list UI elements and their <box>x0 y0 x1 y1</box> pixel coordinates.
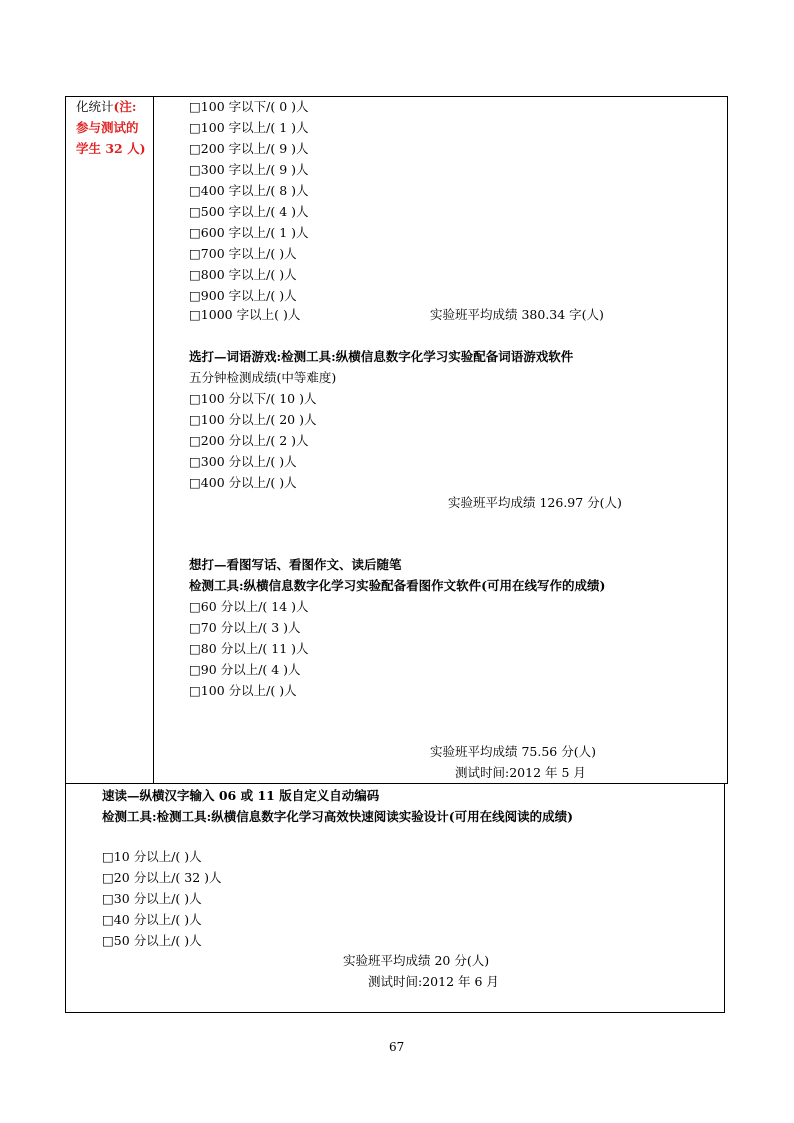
typing-average: 实验班平均成绩 380.34 字(人) <box>430 307 604 322</box>
typing-row: □400 字以上/( 8 )人 <box>189 183 309 198</box>
reading-tool: 检测工具:检测工具:纵横信息数字化学习高效快速阅读实验设计(可用在线阅读的成绩) <box>102 809 574 824</box>
table-right-border-lower <box>724 783 725 1013</box>
word-game-row: □400 分以上/( )人 <box>189 475 297 490</box>
word-game-rows <box>189 388 316 493</box>
table-bottom-border <box>65 1012 725 1013</box>
typing-row: □900 字以上/( )人 <box>189 288 297 303</box>
writing-row: □90 分以上/( 4 )人 <box>189 662 301 677</box>
reading-heading: 速读—纵横汉字输入 06 或 11 版自定义自动编码 <box>102 788 380 803</box>
table-top-border <box>65 96 728 97</box>
typing-section <box>189 96 309 306</box>
table-column-divider <box>153 96 154 783</box>
left-label <box>76 96 146 159</box>
left-label-line2: 参与测试的 <box>76 120 139 135</box>
writing-row: □70 分以上/( 3 )人 <box>189 620 301 635</box>
reading-test-time: 测试时间:2012 年 6 月 <box>368 974 499 989</box>
word-game-row: □300 分以上/( )人 <box>189 454 297 469</box>
typing-row: □500 字以上/( 4 )人 <box>189 204 309 219</box>
left-label-note-open: (注: <box>113 99 137 114</box>
typing-row: □200 字以上/( 9 )人 <box>189 141 309 156</box>
typing-row: □300 字以上/( 9 )人 <box>189 162 309 177</box>
typing-row: □100 字以下/( 0 )人 <box>189 99 309 114</box>
table-left-border <box>65 96 66 1013</box>
reading-row: □10 分以上/( )人 <box>102 849 202 864</box>
reading-row: □30 分以上/( )人 <box>102 891 202 906</box>
reading-rows <box>102 846 222 951</box>
typing-last-row: □1000 字以上( )人 <box>189 307 301 322</box>
writing-row: □80 分以上/( 11 )人 <box>189 641 309 656</box>
reading-row: □40 分以上/( )人 <box>102 912 202 927</box>
left-label-prefix: 化统计 <box>76 99 114 114</box>
writing-row: □100 分以上/( )人 <box>189 683 297 698</box>
typing-row: □700 字以上/( )人 <box>189 246 297 261</box>
word-game-row: □100 分以下/( 10 )人 <box>189 391 317 406</box>
table-row-divider <box>65 783 728 784</box>
writing-row: □60 分以上/( 14 )人 <box>189 599 309 614</box>
left-label-line3: 学生 32 人) <box>76 141 146 156</box>
word-game-heading: 选打—词语游戏:检测工具:纵横信息数字化学习实验配备词语游戏软件 <box>189 349 574 364</box>
writing-test-time: 测试时间:2012 年 5 月 <box>455 765 586 780</box>
writing-average: 实验班平均成绩 75.56 分(人) <box>430 744 596 759</box>
reading-row: □20 分以上/( 32 )人 <box>102 870 222 885</box>
word-game-average: 实验班平均成绩 126.97 分(人) <box>448 495 622 510</box>
writing-heading: 想打—看图写话、看图作文、读后随笔 <box>189 557 402 572</box>
reading-row: □50 分以上/( )人 <box>102 933 202 948</box>
typing-row: □600 字以上/( 1 )人 <box>189 225 309 240</box>
word-game-subheading: 五分钟检测成绩(中等难度) <box>189 370 337 385</box>
reading-average: 实验班平均成绩 20 分(人) <box>343 953 490 968</box>
page-number: 67 <box>389 1040 405 1054</box>
writing-tool: 检测工具:纵横信息数字化学习实验配备看图作文软件(可用在线写作的成绩) <box>189 578 606 593</box>
writing-rows <box>189 596 309 701</box>
typing-row: □800 字以上/( )人 <box>189 267 297 282</box>
word-game-row: □200 分以上/( 2 )人 <box>189 433 309 448</box>
table-right-border <box>727 96 728 783</box>
word-game-row: □100 分以上/( 20 )人 <box>189 412 317 427</box>
typing-row: □100 字以上/( 1 )人 <box>189 120 309 135</box>
